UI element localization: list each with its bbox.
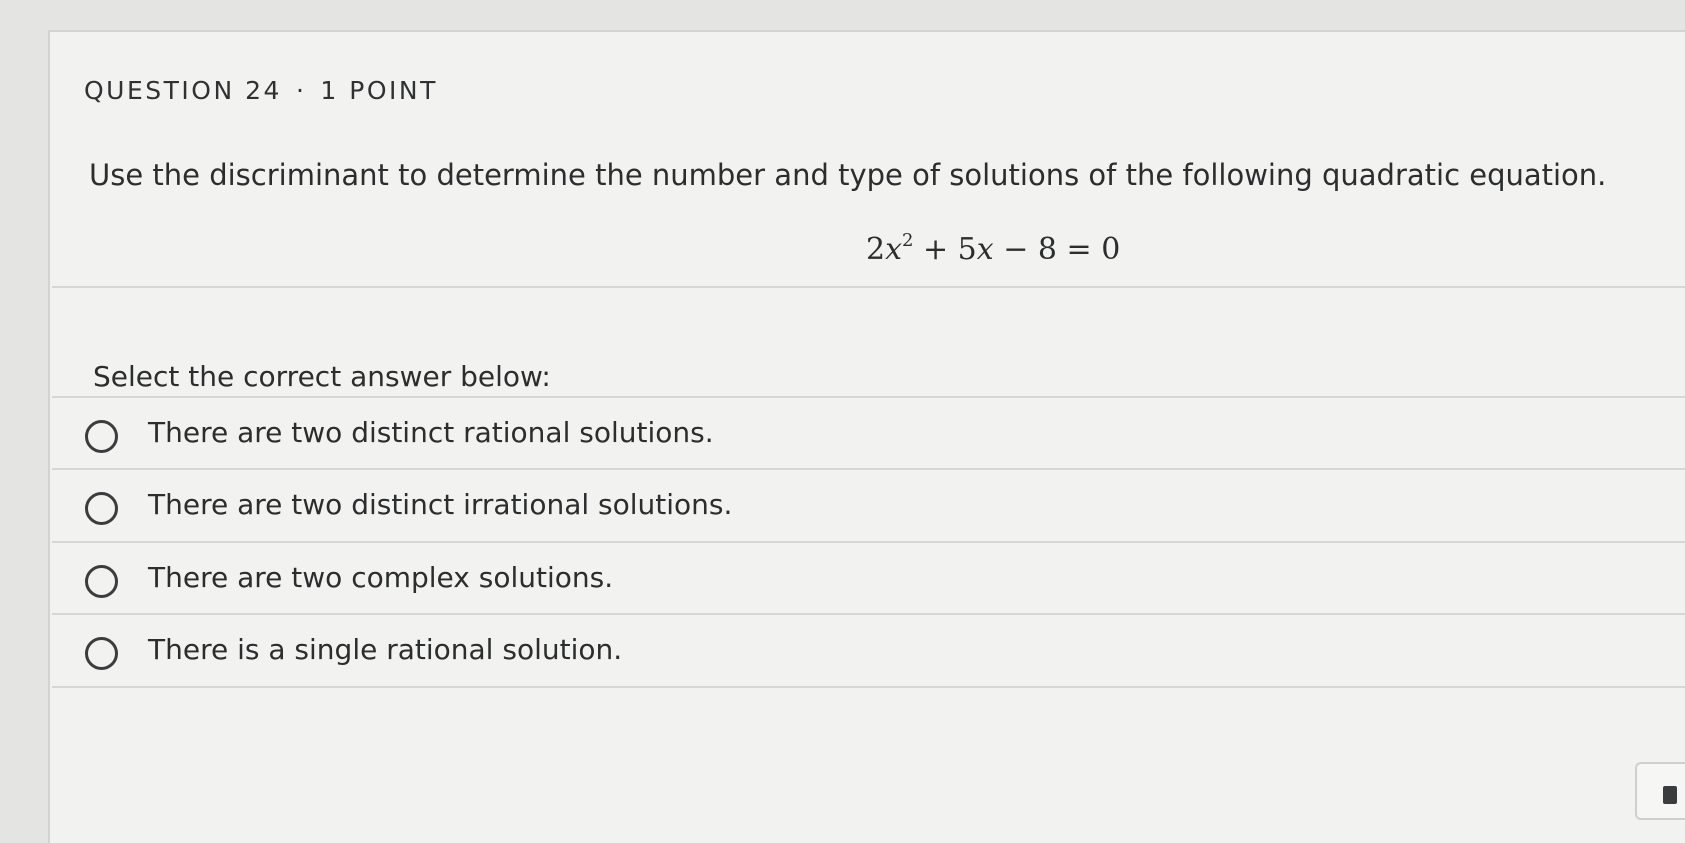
feedback-button[interactable]	[1635, 762, 1685, 820]
question-points: 1 POINT	[320, 76, 438, 105]
equation-exponent: 2	[902, 230, 914, 251]
answer-option-1[interactable]	[60, 400, 1685, 476]
answer-option-4[interactable]	[60, 617, 1685, 693]
question-number: QUESTION 24	[84, 76, 282, 105]
equation-variable-2: x	[976, 232, 994, 267]
option-divider	[52, 468, 1685, 470]
answer-option-2[interactable]	[60, 472, 1685, 548]
equation-coefficient: 2	[866, 232, 886, 267]
radio-unchecked-icon[interactable]	[85, 637, 118, 670]
equation-variable: x	[885, 232, 903, 267]
question-prompt: Use the discriminant to determine the number and type of solutions of the following quadratic equation.	[89, 158, 1607, 192]
section-divider	[52, 286, 1685, 288]
answer-option-label: There are two complex solutions.	[148, 561, 614, 594]
answer-option-label: There is a single rational solution.	[148, 633, 623, 666]
options-bottom-divider	[52, 686, 1685, 688]
option-divider	[52, 541, 1685, 543]
option-divider	[52, 613, 1685, 615]
radio-unchecked-icon[interactable]	[85, 565, 118, 598]
question-header	[84, 76, 438, 105]
equation-tail: − 8 = 0	[993, 232, 1121, 267]
feedback-icon	[1663, 786, 1677, 804]
answer-option-label: There are two distinct rational solutions.	[148, 416, 714, 449]
answer-option-label: There are two distinct irrational solutions.	[148, 488, 733, 521]
options-top-divider	[52, 396, 1685, 398]
radio-unchecked-icon[interactable]	[85, 492, 118, 525]
radio-unchecked-icon[interactable]	[85, 420, 118, 453]
answer-option-3[interactable]	[60, 545, 1685, 621]
header-separator: ·	[295, 76, 307, 105]
quadratic-equation	[866, 232, 1120, 267]
equation-middle-term: + 5	[913, 232, 977, 267]
answer-instruction: Select the correct answer below:	[93, 360, 551, 393]
